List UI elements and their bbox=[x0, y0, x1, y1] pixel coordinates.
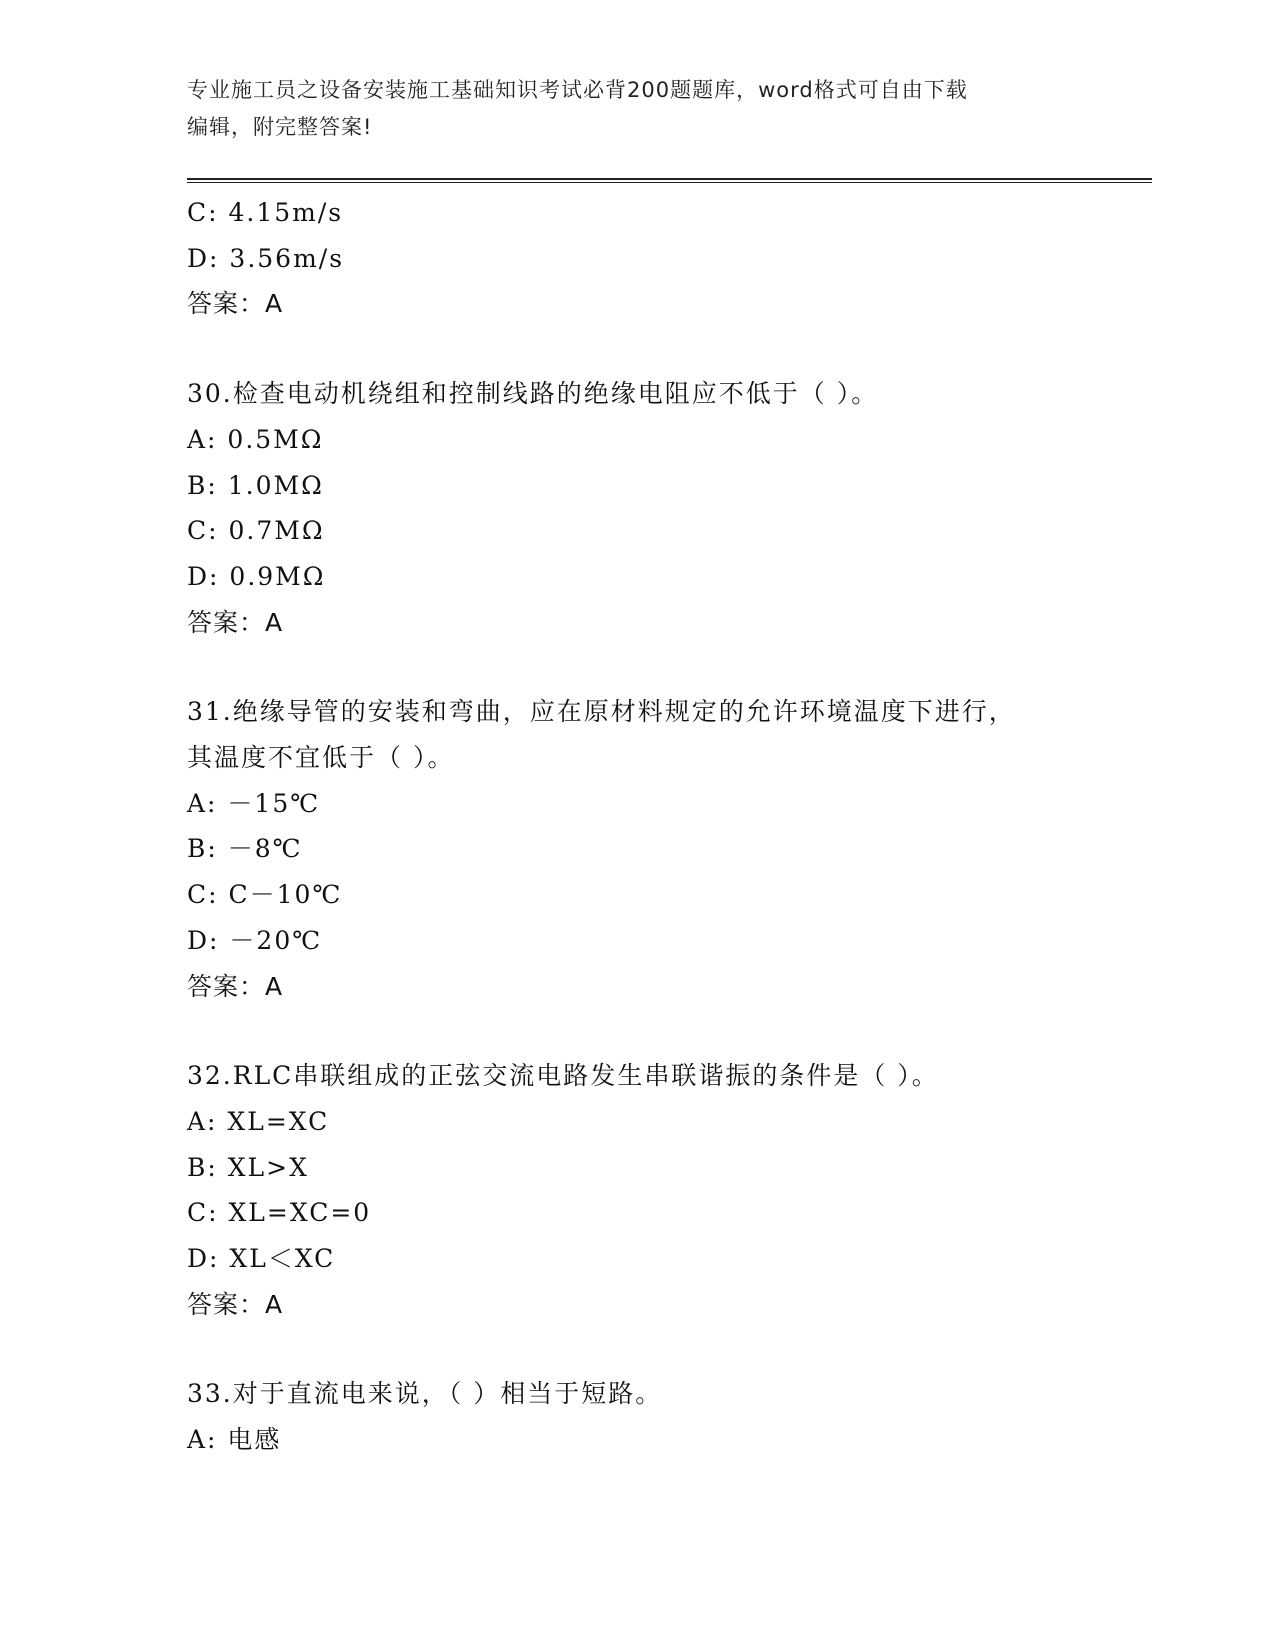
option-d: D: 3.56m/s bbox=[187, 243, 345, 273]
answer-text: 答案：A bbox=[187, 1289, 284, 1319]
option-c: C: 0.7MΩ bbox=[187, 516, 325, 546]
question-text: 32.RLC串联组成的正弦交流电路发生串联谐振的条件是（ ）。 bbox=[187, 1061, 939, 1091]
question-block-31 bbox=[187, 689, 1087, 1009]
option-b: B: XL>X bbox=[187, 1152, 309, 1182]
question-block-33 bbox=[187, 1371, 1087, 1462]
option-d: D: XL＜XC bbox=[187, 1244, 336, 1274]
spacer bbox=[187, 1327, 1087, 1371]
spacer bbox=[187, 1009, 1087, 1053]
question-text: 30.检查电动机绕组和控制线路的绝缘电阻应不低于（ ）。 bbox=[187, 379, 879, 409]
header-line-2: 编辑，附完整答案! bbox=[187, 115, 373, 139]
option-b: B: －8℃ bbox=[187, 834, 303, 864]
question-text-line-1: 31.绝缘导管的安装和弯曲，应在原材料规定的允许环境温度下进行， bbox=[187, 697, 1016, 727]
answer-text: 答案：A bbox=[187, 289, 284, 319]
option-d: D: 0.9MΩ bbox=[187, 561, 326, 591]
question-block-29 bbox=[187, 190, 1087, 327]
option-a: A: 0.5MΩ bbox=[187, 424, 324, 454]
question-text-line-2: 其温度不宜低于（ ）。 bbox=[187, 743, 455, 773]
answer-text: 答案：A bbox=[187, 971, 284, 1001]
option-a: A: －15℃ bbox=[187, 788, 321, 818]
question-block-32 bbox=[187, 1053, 1087, 1327]
spacer bbox=[187, 645, 1087, 689]
option-a: A: 电感 bbox=[187, 1425, 282, 1455]
header-line-1: 专业施工员之设备安装施工基础知识考试必背200题题库，word格式可自由下载 bbox=[187, 78, 968, 102]
question-list bbox=[187, 190, 1087, 1463]
spacer bbox=[187, 327, 1087, 371]
header-divider-thick bbox=[187, 178, 1152, 180]
header-divider-thin bbox=[187, 182, 1152, 183]
option-c: C: C－10℃ bbox=[187, 880, 343, 910]
option-b: B: 1.0MΩ bbox=[187, 470, 324, 500]
option-c: C: 4.15m/s bbox=[187, 198, 344, 227]
option-a: A: XL=XC bbox=[187, 1106, 330, 1136]
question-block-30 bbox=[187, 371, 1087, 645]
option-c: C: XL=XC=0 bbox=[187, 1198, 372, 1228]
question-text: 33.对于直流电来说，（ ）相当于短路。 bbox=[187, 1379, 663, 1409]
option-d: D: －20℃ bbox=[187, 925, 323, 955]
answer-text: 答案：A bbox=[187, 607, 284, 637]
document-header bbox=[187, 72, 1067, 146]
